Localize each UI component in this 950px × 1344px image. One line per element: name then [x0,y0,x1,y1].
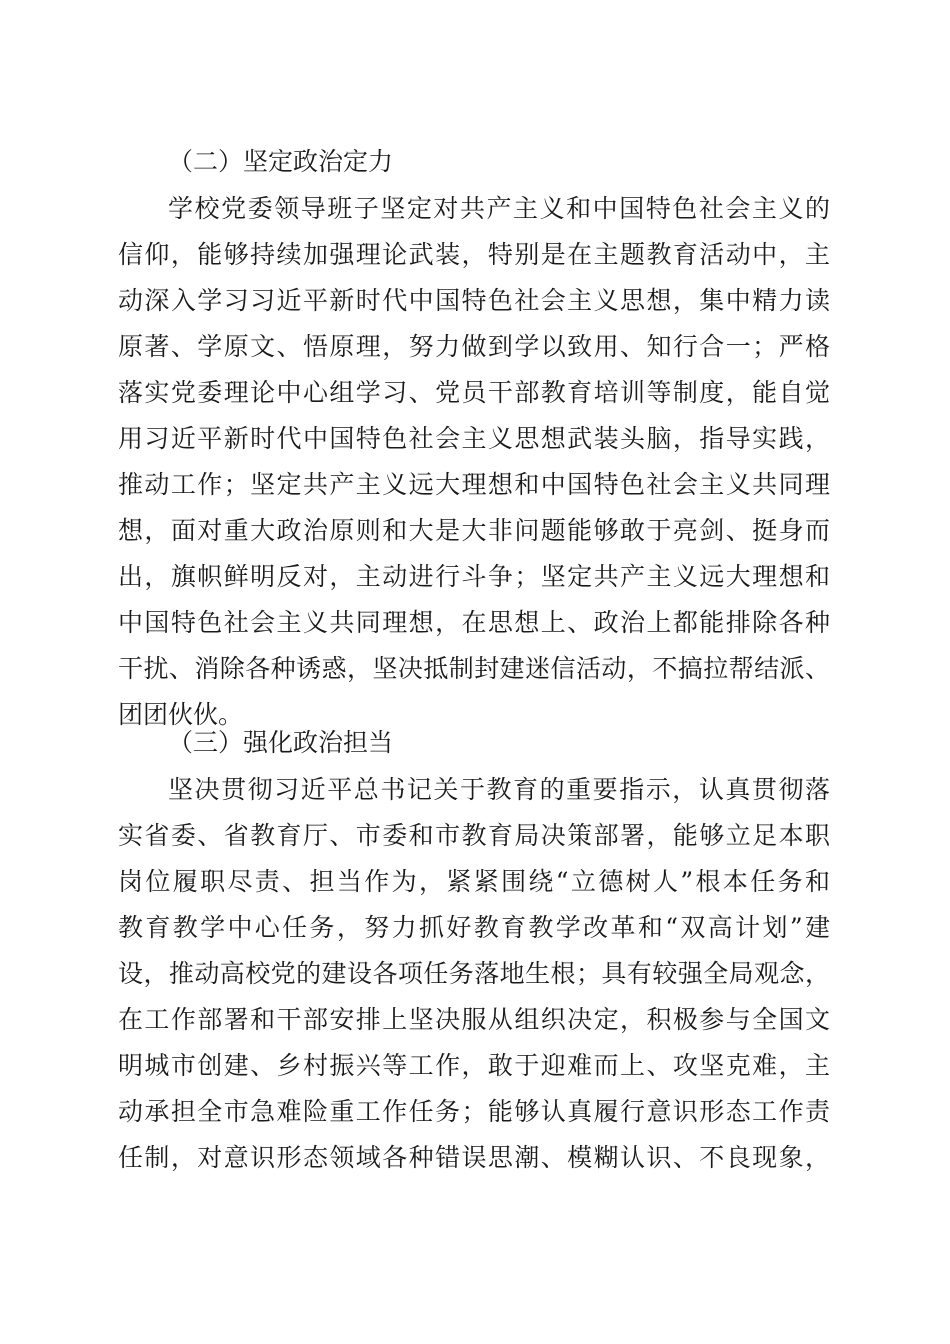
paragraph-line: 岗位履职尽责、担当作为，紧紧围绕“立德树人”根本任务和 [118,867,830,896]
paragraph-line: 信仰，能够持续加强理论武装，特别是在主题教育活动中，主 [118,240,830,269]
paragraph-line: 想，面对重大政治原则和大是大非问题能够敢于亮剑、挺身而 [118,516,830,545]
paragraph-line: 推动工作；坚定共产主义远大理想和中国特色社会主义共同理 [118,470,830,499]
section-heading-political-responsibility: （三）强化政治担当 [168,728,394,757]
paragraph-line: 教育教学中心任务，努力抓好教育教学改革和“双高计划”建 [118,913,830,942]
paragraph-line: 用习近平新时代中国特色社会主义思想武装头脑，指导实践， [118,424,830,453]
paragraph-line: 在工作部署和干部安排上坚决服从组织决定，积极参与全国文 [118,1005,830,1034]
paragraph-line: 实省委、省教育厅、市委和市教育局决策部署，能够立足本职 [118,821,830,850]
paragraph-line: 设，推动高校党的建设各项任务落地生根；具有较强全局观念， [118,959,830,988]
section-heading-political-resolve: （二）坚定政治定力 [168,147,394,176]
paragraph-line: 任制，对意识形态领域各种错误思潮、模糊认识、不良现象， [118,1143,830,1172]
paragraph-line-last: 团团伙伙。 [118,700,244,729]
paragraph-line: 坚决贯彻习近平总书记关于教育的重要指示，认真贯彻落 [168,775,830,804]
paragraph-line: 动深入学习习近平新时代中国特色社会主义思想，集中精力读 [118,286,830,315]
paragraph-line: 学校党委领导班子坚定对共产主义和中国特色社会主义的 [168,194,830,223]
paragraph-line: 干扰、消除各种诱惑，坚决抵制封建迷信活动，不搞拉帮结派、 [118,654,830,683]
paragraph-line: 动承担全市急难险重工作任务；能够认真履行意识形态工作责 [118,1097,830,1126]
paragraph-line: 出，旗帜鲜明反对，主动进行斗争；坚定共产主义远大理想和 [118,562,830,591]
paragraph-line: 明城市创建、乡村振兴等工作，敢于迎难而上、攻坚克难，主 [118,1051,830,1080]
paragraph-line: 原著、学原文、悟原理，努力做到学以致用、知行合一；严格 [118,332,830,361]
paragraph-line: 落实党委理论中心组学习、党员干部教育培训等制度，能自觉 [118,378,830,407]
paragraph-line: 中国特色社会主义共同理想，在思想上、政治上都能排除各种 [118,608,830,637]
